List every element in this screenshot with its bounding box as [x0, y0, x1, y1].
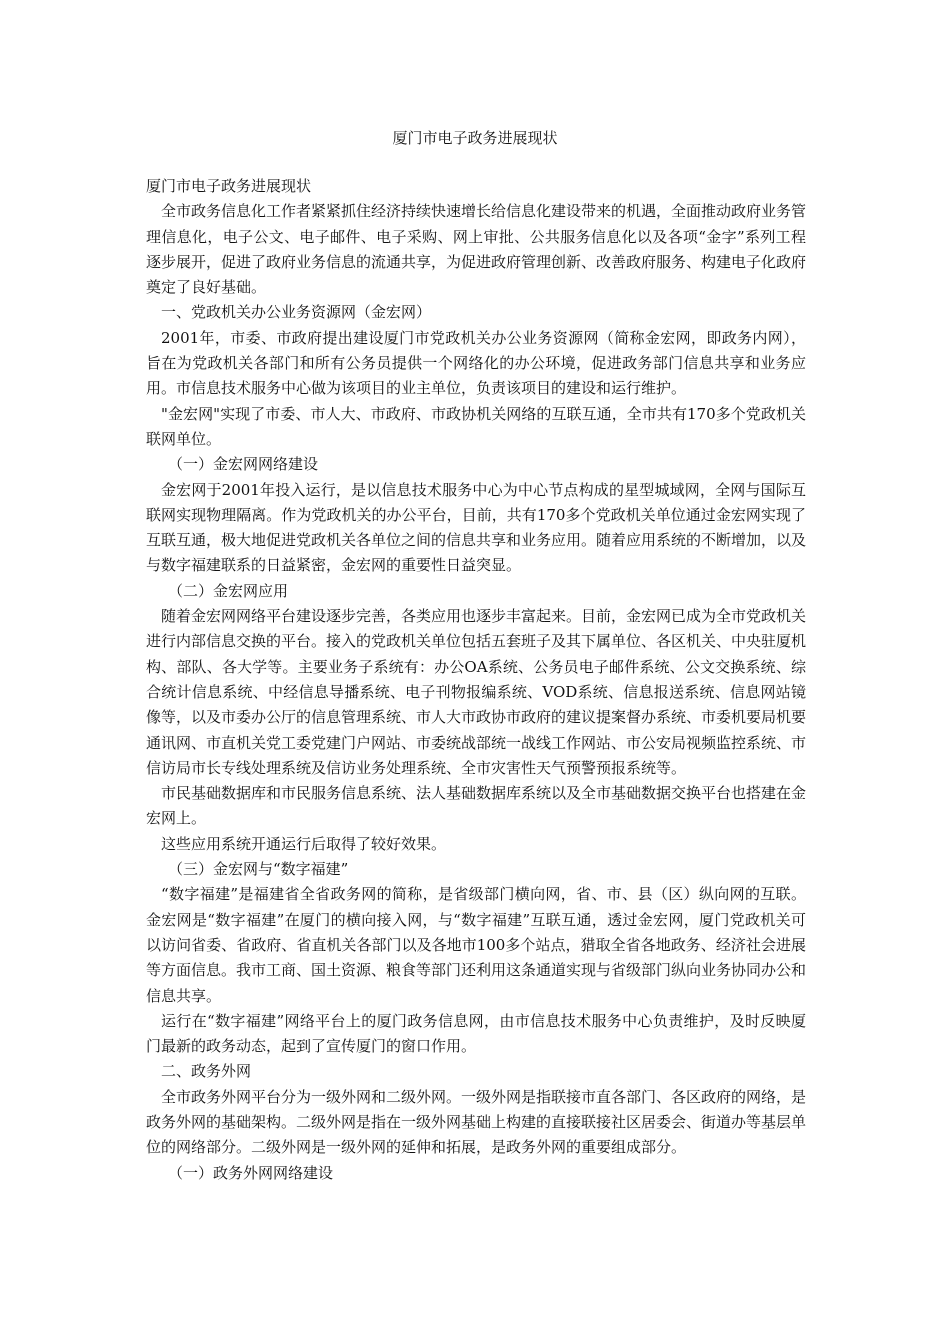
section-heading-1: 一、党政机关办公业务资源网（金宏网）	[161, 303, 432, 322]
paragraph: 这些应用系统开通运行后取得了较好效果。	[161, 834, 447, 853]
subsection-heading: （二）金宏网应用	[168, 581, 289, 600]
paragraph: 市民基础数据库和市民服务信息系统、法人基础数据库系统以及全市基础数据交换平台也搭建在金宏网上。	[146, 784, 807, 828]
document-body	[146, 174, 806, 1186]
paragraph: “数字福建”是福建省全省政务网的简称，是省级部门横向网，省、市、县（区）纵向网的互联。金宏网是“数字福建”在厦门的横向接入网，与“数字福建”互联互通，透过金宏网，厦门党政机关可以访问省委、省政府、省直机关各部门以及各地市100多个站点，猎取全省各地政务、经济社会进展等方面信息。我市工商、国土资源、粮食等部门还利用这条通道实现与省级部门纵向业务协同办公和信息共享。	[146, 885, 807, 1005]
subsection-heading: （一）政务外网网络建设	[168, 1163, 334, 1182]
subsection-heading: （三）金宏网与“数字福建”	[168, 860, 349, 879]
paragraph: 全市政务外网平台分为一级外网和二级外网。一级外网是指联接市直各部门、各区政府的网络，是政务外网的基础架构。二级外网是指在一级外网基础上构建的直接联接社区居委会、街道办等基层单位的网络部分。二级外网是一级外网的延伸和拓展，是政务外网的重要组成部分。	[146, 1087, 807, 1157]
paragraph: "金宏网"实现了市委、市人大、市政府、市政协机关网络的互联互通，全市共有170多个党政机关联网单位。	[146, 404, 806, 448]
section-heading-2: 二、政务外网	[161, 1062, 252, 1081]
paragraph: 运行在“数字福建”网络平台上的厦门政务信息网，由市信息技术服务中心负责维护，及时反映厦门最新的政务动态，起到了宣传厦门的窗口作用。	[146, 1011, 806, 1056]
document-subtitle: 厦门市电子政务进展现状	[146, 177, 312, 195]
document-title: 厦门市电子政务进展现状	[392, 129, 558, 147]
subsection-heading: （一）金宏网网络建设	[168, 455, 319, 474]
paragraph: 金宏网于2001年投入运行，是以信息技术服务中心为中心节点构成的星型城域网，全网与国际互联网实现物理隔离。作为党政机关的办公平台，目前，共有170多个党政机关单位通过金宏网实现了互联互通，极大地促进党政机关各单位之间的信息共享和业务应用。随着应用系统的不断增加，以及与数字福建联系的日益紧密，金宏网的重要性日益突显。	[146, 480, 807, 575]
paragraph-intro: 全市政务信息化工作者紧紧抓住经济持续快速增长给信息化建设带来的机遇，全面推动政府业务管理信息化，电子公文、电子邮件、电子采购、网上审批、公共服务信息化以及各项“金字”系列工程逐步展开，促进了政府业务信息的流通共享，为促进政府管理创新、改善政府服务、构建电子化政府奠定了良好基础。	[146, 202, 807, 297]
paragraph: 随着金宏网网络平台建设逐步完善，各类应用也逐步丰富起来。目前，金宏网已成为全市党政机关进行内部信息交换的平台。接入的党政机关单位包括五套班子及其下属单位、各区机关、中央驻厦机构、部队、各大学等。主要业务子系统有：办公OA系统、公务员电子邮件系统、公文交换系统、综合统计信息系统、中经信息导播系统、电子刊物报编系统、VOD系统、信息报送系统、信息网站镜像等，以及市委办公厅的信息管理系统、市人大市政协市政府的建议提案督办系统、市委机要局机要通讯网、市直机关党工委党建门户网站、市委统战部统一战线工作网站、市公安局视频监控系统、市信访局市长专线处理系统及信访业务处理系统、全市灾害性天气预警预报系统等。	[146, 607, 807, 777]
paragraph: 2001年，市委、市政府提出建设厦门市党政机关办公业务资源网（简称金宏网，即政务内网），旨在为党政机关各部门和所有公务员提供一个网络化的办公环境，促进政务部门信息共享和业务应用。市信息技术服务中心做为该项目的业主单位，负责该项目的建设和运行维护。	[146, 328, 806, 398]
